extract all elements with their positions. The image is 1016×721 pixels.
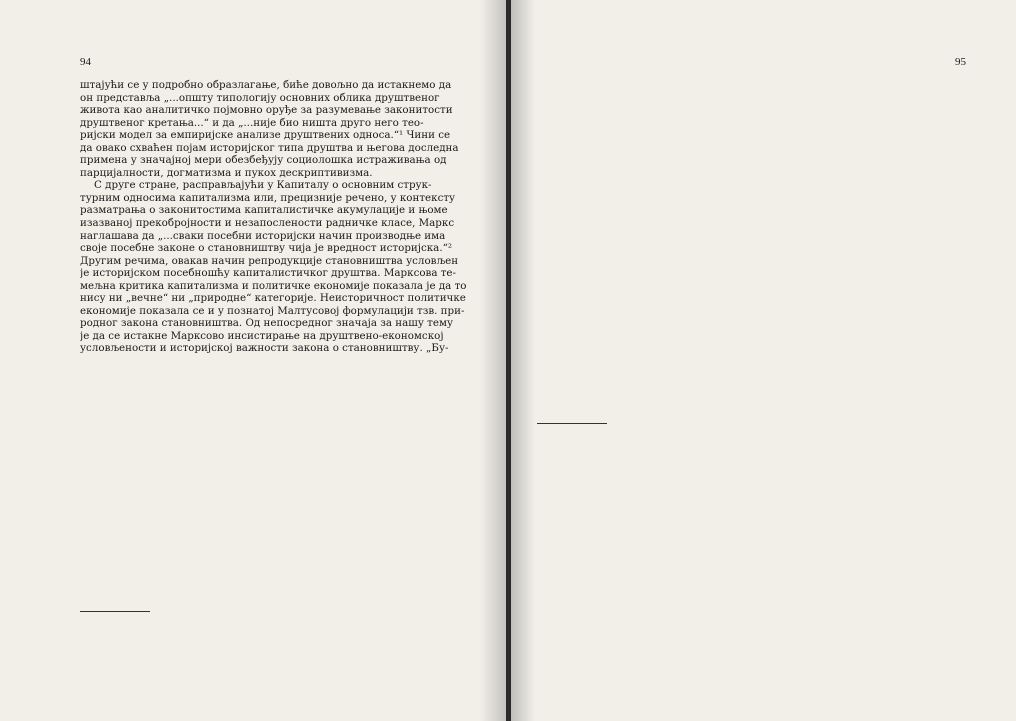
text-line [537, 280, 929, 293]
footnote-line [537, 449, 929, 459]
text-line: родног закона становништва. Од непосредног значаја за нашу тему [80, 317, 454, 330]
footnote-line [537, 428, 929, 438]
text-line [80, 468, 472, 481]
text-line: да овако схваћен појам историјског типа друштва и његова доследна [80, 141, 459, 154]
text-line [80, 443, 472, 456]
footnote-line [537, 594, 929, 604]
text-line [80, 405, 472, 418]
text-line [537, 267, 929, 280]
text-line: мељна критика капитализма и политичке економије показала је да то [80, 279, 467, 292]
text-line [80, 418, 472, 431]
text-line [537, 380, 929, 393]
text-line [80, 380, 472, 393]
text-line: штајући се у подробно образлагање, биће довољно да истакнемо да [80, 79, 452, 91]
page-number: 94 [80, 56, 91, 68]
text-line: економије показала се и у познатој Малтусовој формулацији тзв. при- [80, 304, 465, 317]
text-line [537, 355, 929, 368]
footnotes [537, 428, 929, 636]
text-line [80, 556, 472, 569]
text-line: турним односима капитализма или, прецизније речено, у контексту [80, 191, 456, 204]
footnote-line [537, 615, 929, 625]
text-line: ријски модел за емпиријске анализе друштвених односа.“¹ Чини се [80, 129, 451, 142]
text-line: он представља „...општу типологију основних облика друштвеног [80, 91, 440, 104]
footnote-line [537, 563, 929, 573]
text-line [80, 355, 472, 368]
footnote-line [537, 511, 929, 521]
footnote-line [537, 438, 929, 448]
page-number: 95 [955, 56, 966, 68]
text-line [537, 142, 929, 155]
footnote-line [537, 521, 929, 531]
text-line [80, 493, 472, 506]
text-line [537, 79, 929, 92]
text-line [537, 330, 929, 343]
text-line [80, 543, 472, 556]
text-line [537, 305, 929, 318]
text-line: наглашава да „...сваки посебни историјски начин производње има [80, 229, 446, 242]
footnote-line [537, 542, 929, 552]
footnote-line [537, 573, 929, 583]
footnote-rule [80, 611, 150, 612]
footnote-line [80, 668, 472, 678]
footnotes [80, 616, 472, 689]
footnote-line [537, 469, 929, 479]
text-line [80, 581, 472, 594]
text-line: нису ни „вечне“ ни „природне“ категорије. Неисторичност политичке [80, 292, 466, 305]
text-line [80, 368, 472, 381]
footnote-line [537, 480, 929, 490]
text-line [537, 342, 929, 355]
text-line: живота као аналитичко појмовно оруђе за разумевање законитости [80, 104, 453, 117]
text-line [80, 506, 472, 519]
text-line: Другим речима, овакав начин репродукције становништва условљен [80, 254, 459, 267]
text-line: парцијалности, догматизма и пукох дескриптивизма. [80, 166, 373, 179]
text-line [537, 242, 929, 255]
text-line: друштвеног кретања...“ и да „...није био ништа друго него тео- [80, 116, 424, 129]
text-line [537, 104, 929, 117]
text-line [537, 368, 929, 381]
text-line [537, 92, 929, 105]
text-line [537, 405, 929, 418]
text-line [537, 167, 929, 180]
text-line [537, 317, 929, 330]
text-line: изазваној прекобројности и незапослености радничке класе, Маркс [80, 217, 455, 230]
footnote-line [537, 490, 929, 500]
text-line [537, 393, 929, 406]
text-line [80, 518, 472, 531]
body-text [80, 79, 472, 606]
footnote-line [537, 584, 929, 594]
footnote-line [80, 678, 472, 688]
footnote-line [537, 625, 929, 635]
text-column [80, 79, 472, 689]
text-line [80, 568, 472, 581]
footnote-line [80, 658, 472, 668]
footnote-line [537, 604, 929, 614]
footnote-line [80, 626, 472, 636]
text-line: своје посебне законе о становништву чија је вредност историјска.“² [80, 242, 452, 255]
footnote-line [537, 552, 929, 562]
text-line: је историјском посебношћу капиталистичког друштва. Марксова те- [80, 267, 457, 280]
footnote-rule [537, 423, 607, 424]
text-line [537, 292, 929, 305]
text-line: је да се истакне Марксово инсистирање на друштвено-економској [80, 329, 444, 342]
footnote-line [80, 616, 472, 626]
footnote-line [80, 647, 472, 657]
text-line: примена у значајној мери обезбеђују социолошка истраживања од [80, 154, 447, 167]
text-line [80, 531, 472, 544]
text-line [537, 154, 929, 167]
footnote-line [537, 459, 929, 469]
footnote-line [80, 637, 472, 647]
text-line [537, 129, 929, 142]
left-page [0, 0, 506, 721]
text-line [80, 481, 472, 494]
text-line [537, 192, 929, 205]
text-line [537, 255, 929, 268]
text-line [80, 393, 472, 406]
text-line [537, 230, 929, 243]
text-line [80, 593, 472, 606]
text-line [80, 455, 472, 468]
right-page [511, 0, 1016, 721]
text-line [537, 217, 929, 230]
footnote-line [537, 532, 929, 542]
text-column [537, 79, 929, 636]
text-line [537, 117, 929, 130]
text-line: условљености и историјској важности закона о становништву. „Бу- [80, 342, 449, 355]
footnote-line [537, 501, 929, 511]
body-text [537, 79, 929, 418]
text-line [537, 179, 929, 192]
text-line [80, 430, 472, 443]
text-line: С друге стране, расправљајући у Капиталу о основним струк- [94, 179, 432, 192]
text-line [537, 204, 929, 217]
text-line: разматрања о законитостима капиталистичке акумулације и њоме [80, 204, 448, 217]
